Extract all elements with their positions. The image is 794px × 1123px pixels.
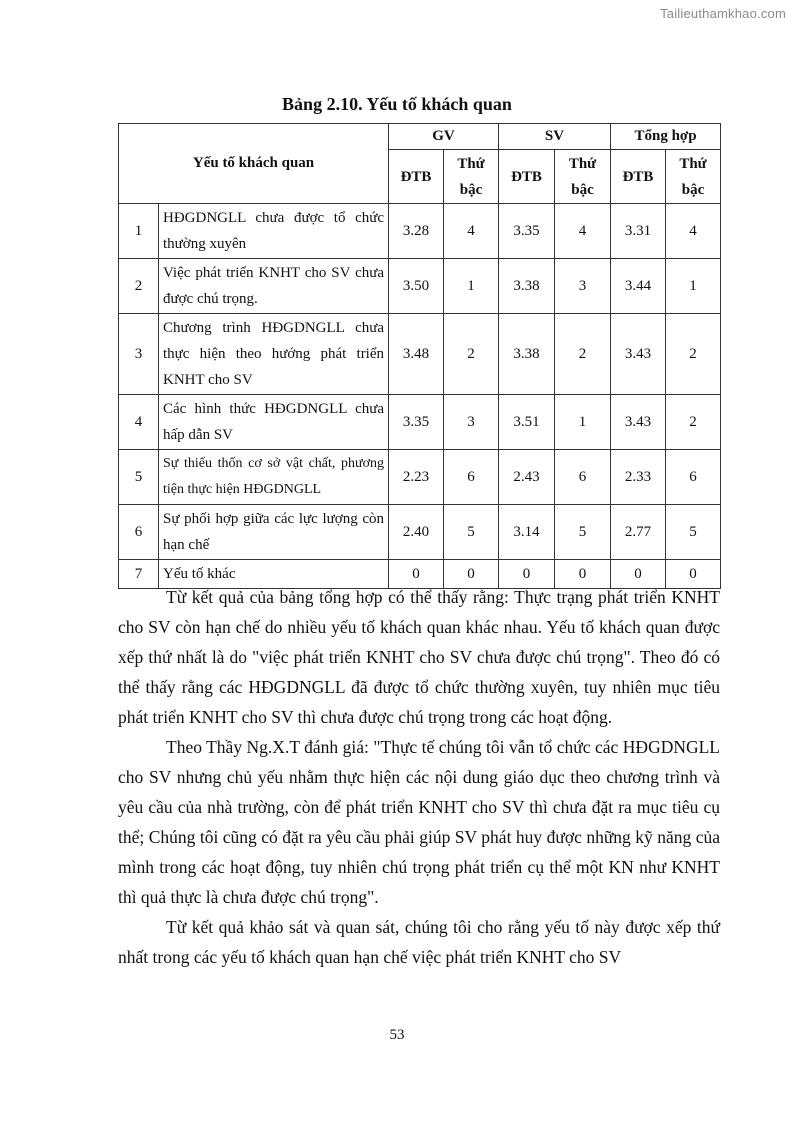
sv-dtb: 3.14 [499, 505, 555, 560]
gv-rank: 6 [444, 450, 499, 505]
paragraph: Theo Thầy Ng.X.T đánh giá: "Thực tế chúng tôi vẫn tổ chức các HĐGDNGLL cho SV nhưng chủ yếu nhằm thực hiện các nội dung giáo dục theo chương trình và yêu cầu của nhà trường, còn để phát triển KNHT cho SV thì chưa đặt ra mục tiêu cụ thể; Chúng tôi cũng có đặt ra yêu cầu phải giúp SV phát huy được những kỹ năng của mình trong các hoạt động, tuy nhiên chú trọng phát triển cụ thể một KN như KNHT thì quả thực là chưa được chú trọng". [118, 737, 720, 907]
body-text [118, 582, 720, 972]
gv-dtb: 2.40 [389, 505, 444, 560]
factor-text: Sự phối hợp giữa các lực lượng còn hạn chế [159, 505, 389, 560]
group-header-sv: SV [499, 124, 611, 150]
page-number: 53 [389, 1027, 405, 1043]
row-number: 3 [119, 314, 159, 395]
sub-header-rank: Thứ bậc [666, 150, 721, 204]
total-dtb: 2.77 [611, 505, 666, 560]
factor-text: HĐGDNGLL chưa được tổ chức thường xuyên [159, 204, 389, 259]
sub-header-dtb: ĐTB [389, 150, 444, 204]
corner-header: Yếu tố khách quan [119, 124, 389, 204]
sv-rank: 5 [555, 505, 611, 560]
total-rank: 2 [666, 395, 721, 450]
row-number: 2 [119, 259, 159, 314]
total-rank: 1 [666, 259, 721, 314]
gv-dtb: 0 [389, 560, 444, 589]
sub-header-dtb: ĐTB [611, 150, 666, 204]
gv-rank: 1 [444, 259, 499, 314]
total-dtb: 3.44 [611, 259, 666, 314]
total-rank: 5 [666, 505, 721, 560]
table-row [119, 505, 721, 560]
paragraph: Từ kết quả khảo sát và quan sát, chúng tôi cho rằng yếu tố này được xếp thứ nhất trong các yếu tố khách quan hạn chế việc phát triển KNHT cho SV [118, 917, 720, 967]
sv-rank: 0 [555, 560, 611, 589]
sv-dtb: 0 [499, 560, 555, 589]
paragraph: Từ kết quả của bảng tổng hợp có thể thấy rằng: Thực trạng phát triển KNHT cho SV còn hạn chế do nhiều yếu tố khách quan khác nhau. Yếu tố khách quan được xếp thứ nhất là do "việc phát triển KNHT cho SV chưa được chú trọng". Theo đó có thể thấy rằng các HĐGDNGLL đã được tổ chức thường xuyên, tuy nhiên mục tiêu phát triển KNHT cho SV thì chưa được chú trọng trong các hoạt động. [118, 587, 720, 727]
gv-dtb: 3.50 [389, 259, 444, 314]
sv-dtb: 3.38 [499, 314, 555, 395]
row-number: 6 [119, 505, 159, 560]
gv-dtb: 3.28 [389, 204, 444, 259]
sv-rank: 2 [555, 314, 611, 395]
table-caption: Bảng 2.10. Yếu tố khách quan [282, 94, 512, 114]
total-dtb: 2.33 [611, 450, 666, 505]
sv-dtb: 3.35 [499, 204, 555, 259]
gv-dtb: 3.48 [389, 314, 444, 395]
sv-dtb: 3.51 [499, 395, 555, 450]
total-rank: 0 [666, 560, 721, 589]
sv-rank: 3 [555, 259, 611, 314]
watermark: Tailieuthamkhao.com [660, 6, 786, 21]
sub-header-dtb: ĐTB [499, 150, 555, 204]
table-row [119, 204, 721, 259]
total-dtb: 3.43 [611, 395, 666, 450]
sv-rank: 1 [555, 395, 611, 450]
gv-dtb: 3.35 [389, 395, 444, 450]
total-dtb: 0 [611, 560, 666, 589]
gv-dtb: 2.23 [389, 450, 444, 505]
factor-text: Sự thiếu thốn cơ sở vật chất, phương tiện thực hiện HĐGDNGLL [159, 450, 389, 505]
sv-dtb: 3.38 [499, 259, 555, 314]
sv-rank: 4 [555, 204, 611, 259]
factor-text: Việc phát triển KNHT cho SV chưa được chú trọng. [159, 259, 389, 314]
group-header-total: Tổng hợp [611, 124, 721, 150]
sub-header-rank: Thứ bậc [555, 150, 611, 204]
total-dtb: 3.43 [611, 314, 666, 395]
table-row [119, 259, 721, 314]
factor-text: Các hình thức HĐGDNGLL chưa hấp dẫn SV [159, 395, 389, 450]
factor-text: Chương trình HĐGDNGLL chưa thực hiện theo hướng phát triển KNHT cho SV [159, 314, 389, 395]
total-dtb: 3.31 [611, 204, 666, 259]
total-rank: 4 [666, 204, 721, 259]
row-number: 5 [119, 450, 159, 505]
gv-rank: 4 [444, 204, 499, 259]
sub-header-rank: Thứ bậc [444, 150, 499, 204]
row-number: 7 [119, 560, 159, 589]
total-rank: 2 [666, 314, 721, 395]
row-number: 1 [119, 204, 159, 259]
factor-text: Yếu tố khác [159, 560, 389, 589]
table-row [119, 450, 721, 505]
row-number: 4 [119, 395, 159, 450]
factor-table [118, 123, 721, 589]
gv-rank: 2 [444, 314, 499, 395]
group-header-gv: GV [389, 124, 499, 150]
sv-rank: 6 [555, 450, 611, 505]
table-row [119, 314, 721, 395]
sv-dtb: 2.43 [499, 450, 555, 505]
total-rank: 6 [666, 450, 721, 505]
table-row [119, 395, 721, 450]
gv-rank: 5 [444, 505, 499, 560]
gv-rank: 3 [444, 395, 499, 450]
gv-rank: 0 [444, 560, 499, 589]
